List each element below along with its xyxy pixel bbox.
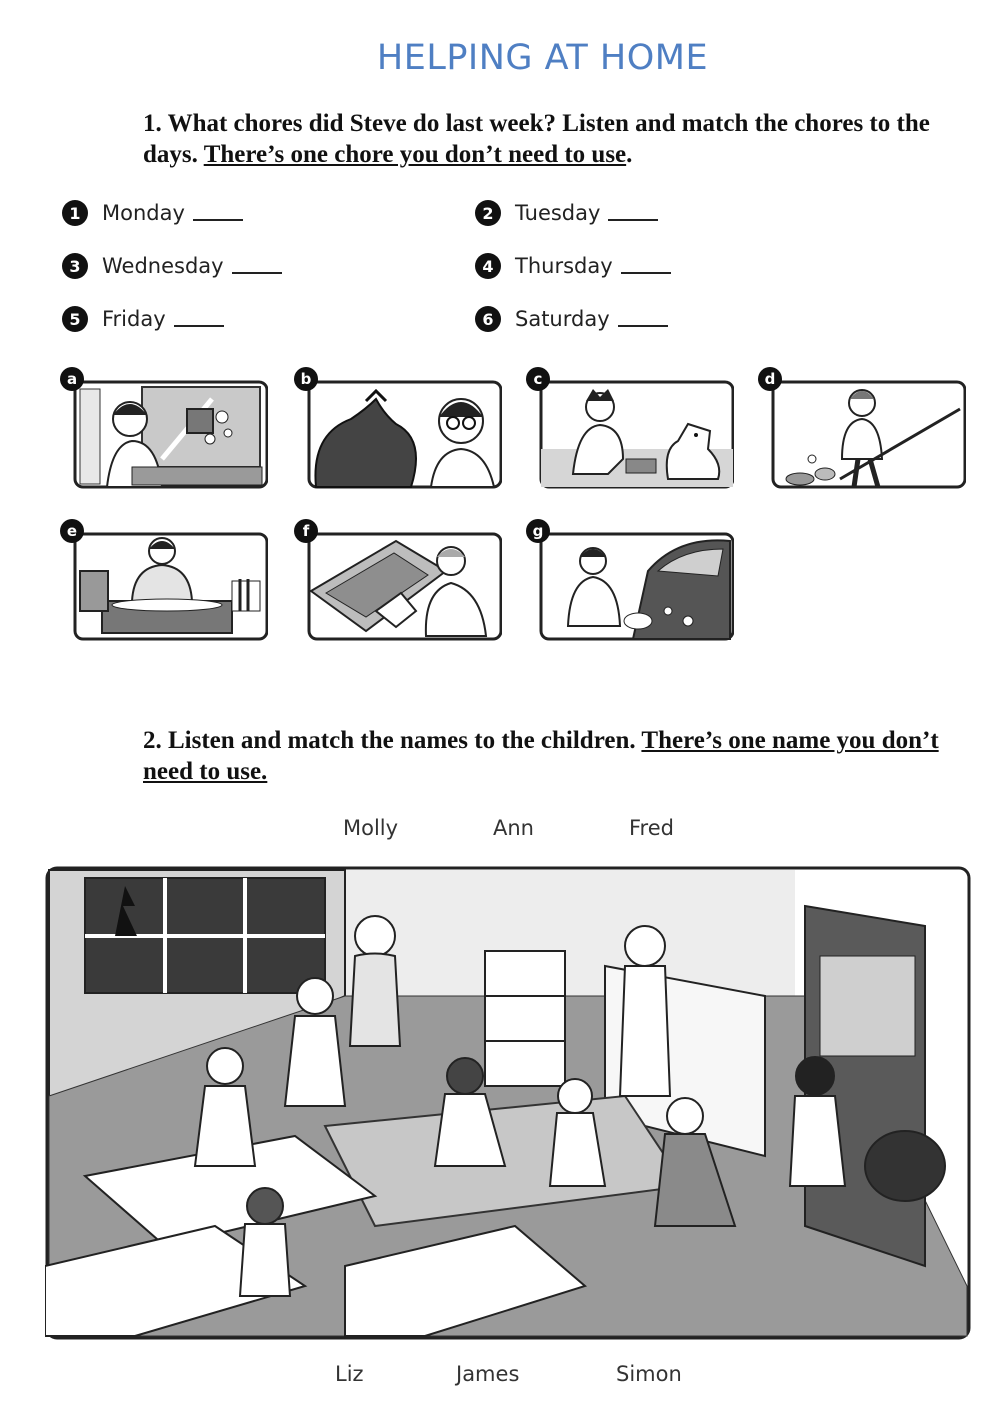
answer-blank-friday[interactable]: [174, 311, 224, 327]
chore-letter-g: g: [526, 519, 550, 543]
name-ann[interactable]: Ann: [493, 816, 534, 840]
question-1-number: 1.: [143, 110, 162, 137]
chore-picture-d: [764, 370, 966, 489]
answer-blank-monday[interactable]: [193, 205, 243, 221]
chore-illustration-feeding-dog: [538, 379, 734, 489]
answer-blank-tuesday[interactable]: [608, 205, 658, 221]
day-number-2: 2: [475, 200, 501, 226]
chore-illustration-sweeping-leaves: [770, 379, 966, 489]
question-2: [143, 725, 943, 787]
question-2-number: 2.: [143, 727, 162, 754]
chore-letter-c: c: [526, 367, 550, 391]
day-item-friday: [62, 306, 224, 332]
chore-picture-g: [532, 522, 734, 641]
chore-picture-a: [66, 370, 268, 489]
day-number-1: 1: [62, 200, 88, 226]
chore-picture-b: [300, 370, 502, 489]
chore-letter-a: a: [60, 367, 84, 391]
question-1-end: .: [626, 141, 633, 168]
day-item-tuesday: [475, 200, 658, 226]
chore-illustration-cleaning-windows: [72, 379, 268, 489]
answer-blank-wednesday[interactable]: [232, 258, 282, 274]
question-1-text: What chores did Steve do last week? Listen and match the chores to the days.: [143, 110, 930, 168]
question-1: [143, 108, 943, 170]
chore-letter-f: f: [294, 519, 318, 543]
classroom-illustration: [45, 866, 971, 1340]
page-title: HELPING AT HOME: [376, 38, 709, 78]
chore-picture-f: [302, 522, 502, 641]
question-2-underlined: There’s one name you don’t need to use.: [143, 727, 939, 785]
chore-letter-e: e: [60, 519, 84, 543]
name-fred[interactable]: Fred: [629, 816, 674, 840]
classroom-scene-image: [45, 866, 971, 1340]
question-2-text: Listen and match the names to the children.: [168, 727, 636, 754]
day-label-tuesday: Tuesday: [515, 201, 601, 225]
name-simon[interactable]: Simon: [616, 1362, 682, 1386]
chore-illustration-tidying: [306, 531, 502, 641]
day-number-4: 4: [475, 253, 501, 279]
question-1-underlined: There’s one chore you don’t need to use: [203, 141, 627, 168]
chore-letter-b: b: [294, 367, 318, 391]
day-item-saturday: [475, 306, 668, 332]
day-label-monday: Monday: [102, 201, 185, 225]
name-liz[interactable]: Liz: [335, 1362, 364, 1386]
chore-letter-d: d: [758, 367, 782, 391]
chore-picture-e: [66, 522, 268, 641]
day-label-thursday: Thursday: [515, 254, 613, 278]
day-label-saturday: Saturday: [515, 307, 610, 331]
day-item-wednesday: [62, 253, 282, 279]
chore-illustration-washing-car: [538, 531, 734, 641]
day-label-friday: Friday: [102, 307, 166, 331]
day-item-thursday: [475, 253, 671, 279]
answer-blank-saturday[interactable]: [618, 311, 668, 327]
day-label-wednesday: Wednesday: [102, 254, 224, 278]
name-molly[interactable]: Molly: [343, 816, 399, 840]
answer-blank-thursday[interactable]: [621, 258, 671, 274]
name-james[interactable]: James: [456, 1362, 520, 1386]
day-item-monday: [62, 200, 243, 226]
chore-illustration-washing-dishes: [72, 531, 268, 641]
chore-picture-c: [533, 370, 734, 489]
chore-illustration-rubbish: [306, 379, 502, 489]
day-number-5: 5: [62, 306, 88, 332]
day-number-6: 6: [475, 306, 501, 332]
day-number-3: 3: [62, 253, 88, 279]
